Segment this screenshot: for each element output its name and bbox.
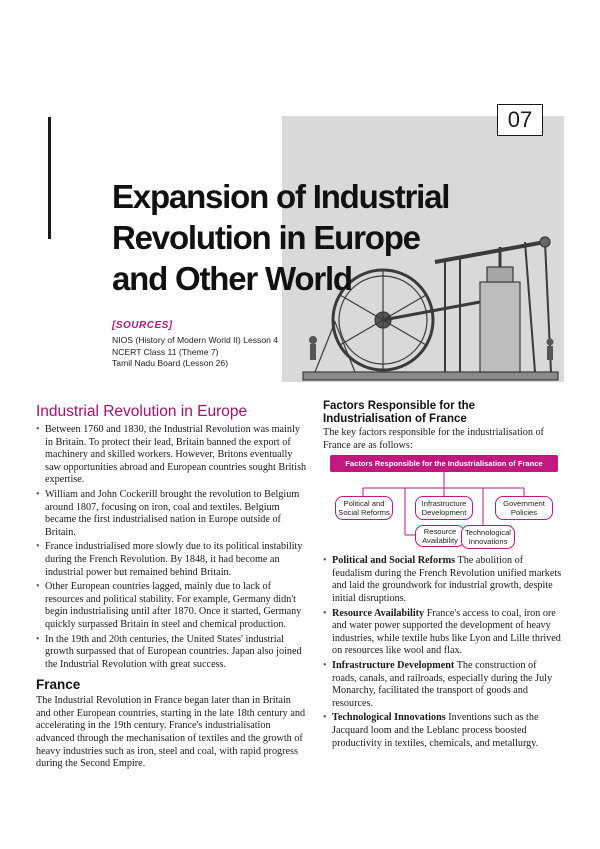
source-item: Tamil Nadu Board (Lesson 26) [112, 358, 229, 368]
list-item: • William and John Cockerill brought the revolution to Belgium around 1807, focusing on iron, coal and textiles. Belgium became the first industrialised nation in Europe outside of Britain. [36, 489, 308, 539]
factors-bullet-list [323, 555, 563, 750]
section-heading-factors [323, 400, 563, 426]
left-column [36, 402, 308, 771]
sources-tag: [SOURCES] [112, 320, 173, 331]
diagram-node-government: Government Policies [495, 496, 553, 520]
factor-term: Political and Social Reforms [332, 555, 456, 567]
diagram-node-political: Political and Social Reforms [335, 496, 393, 520]
france-paragraph: The Industrial Revolution in France began later than in Britain and other European countries, starting in the late 18th century and accelerating in the 19th century. France's industrialisation advanced through the mechanisation of textiles and the growth of heavy industries such as iron, steel and coal, with rapid progress during the Second Empire. [36, 695, 306, 770]
list-item [323, 608, 563, 658]
europe-bullet-list [36, 424, 308, 671]
diagram-node-resource: Resource Availability [415, 525, 465, 547]
list-item: • Between 1760 and 1830, the Industrial Revolution was mainly in Britain. To protect their lead, Britain banned the export of machinery and skilled workers. However, Britons eventually saw opportunities abroad and European countries sought British expertise. [36, 424, 308, 487]
sources-list [112, 335, 278, 370]
factor-text: The construction of roads, canals, and railroads, especially during the July Monarchy, facilitated the transport of goods and resources. [332, 659, 553, 709]
title-line: Revolution in Europe [112, 219, 420, 256]
factors-intro: The key factors responsible for the industrialisation of France are as follows: [323, 427, 544, 451]
title-line: Expansion of Industrial [112, 178, 450, 215]
factor-text: France's access to coal, iron ore and water power supported the development of heavy industries, while textile hubs like Lyon and Lille thrived on resources like wool and flax. [332, 607, 561, 657]
title-line: and Other World [112, 260, 352, 297]
diagram-node-infrastructure: Infrastructure Development [415, 496, 473, 520]
factor-term: Technological Innovations [332, 712, 446, 724]
heading-line: Factors Responsible for the [323, 400, 476, 412]
chapter-title [112, 176, 512, 299]
chapter-number-box: 07 [497, 104, 543, 136]
diagram-header: Factors Responsible for the Industrialisation of France [330, 455, 558, 472]
list-item [323, 712, 563, 750]
factor-term: Infrastructure Development [332, 659, 455, 671]
section-heading-france: France [36, 677, 81, 693]
right-column [323, 400, 563, 752]
list-item [323, 660, 563, 710]
factor-text: The abolition of feudalism during the French Revolution unified markets and laid the groundwork for industrial growth, despite initial disruptions. [332, 555, 562, 604]
list-item: • Other European countries lagged, mainly due to lack of resources and political stability. For example, Germany didn't begin industrialising until after 1870. Once it started, Germany quickly surpassed Britain in steel and chemical production. [36, 581, 308, 631]
list-item: • In the 19th and 20th centuries, the United States' industrial growth surpassed that of European countries. Japan also joined the Industrial Revolution with great success. [36, 634, 308, 672]
factor-text: Inventions such as the Jacquard loom and the Leblanc process boosted productivity in textiles, chemicals, and metallurgy. [332, 712, 539, 749]
list-item [323, 555, 563, 605]
list-item: • France industrialised more slowly due to its political instability during the French Revolution. By 1848, it had become an industrial power but remained behind Britain. [36, 541, 308, 579]
source-item: NCERT Class 11 (Theme 7) [112, 346, 219, 357]
section-heading-europe: Industrial Revolution in Europe [36, 403, 248, 420]
factor-term: Resource Availability [332, 607, 425, 619]
heading-line: Industrialisation of France [323, 413, 467, 425]
title-accent-bar [48, 117, 51, 239]
factors-diagram [323, 455, 563, 553]
source-item: NIOS (History of Modern World II) Lesson 4 [112, 335, 279, 345]
diagram-node-technological: Technological Innovations [461, 525, 515, 549]
